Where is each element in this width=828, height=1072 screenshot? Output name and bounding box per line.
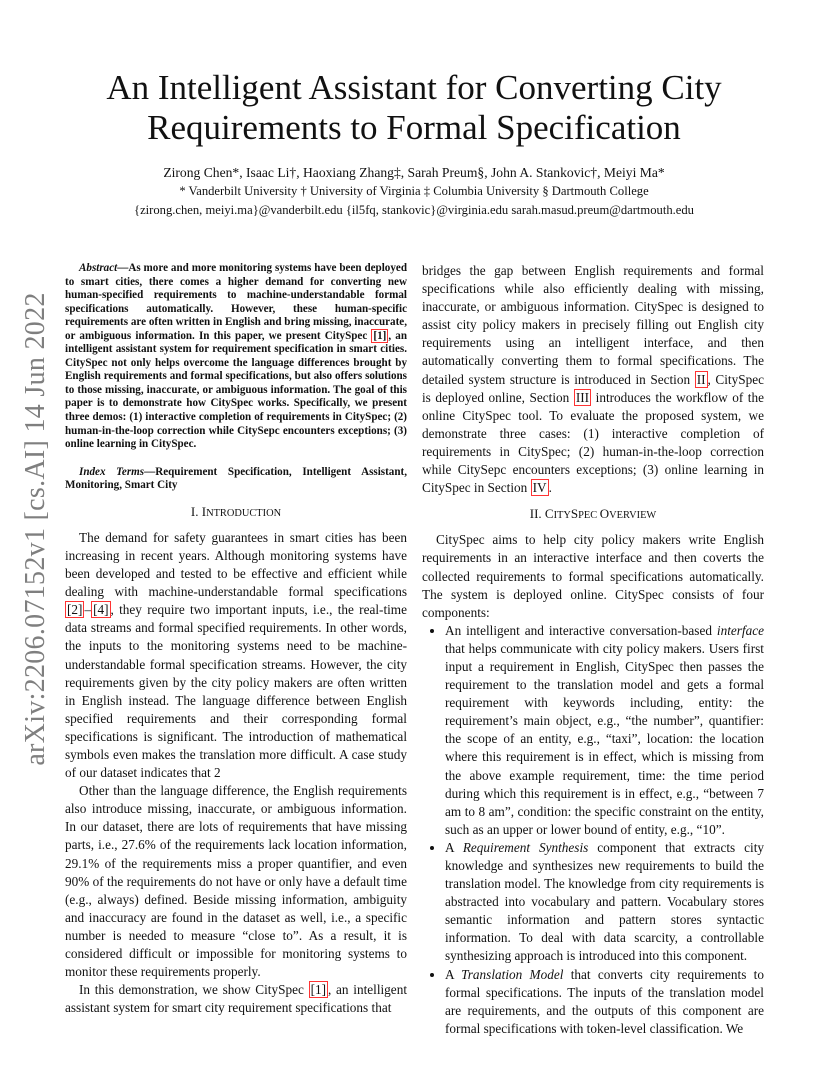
author-block: [64, 163, 764, 220]
intro-paragraph-3: [65, 981, 407, 1017]
text: , CitySpec is deployed online, Section: [422, 371, 764, 405]
emphasis: Translation Model: [461, 966, 564, 982]
section-letter: O: [599, 506, 610, 522]
text: introduces the workflow of the online CitySpec tool. To evaluate the proposed system, we demonstrate three cases: (1) interactive completion of requirements in CitySpec; (2) human-in-the-loop correction while CitySepc encounters exceptions; (3) online learning in CitySpec in Section: [422, 389, 764, 496]
text: component that extracts city knowledge and synthesizes new requirements to build the translation model. The knowledge from city requirements is abstracted into vocabulary and pattern. Vocabulary stores semantic information and pattern stores syntactic information. To deal with data scarcity, a controllable synthesizing approach is introduced into this component.: [445, 839, 764, 964]
right-column: [422, 262, 764, 1038]
section-link[interactable]: II: [696, 371, 706, 387]
abstract-label: Abstract: [79, 262, 118, 274]
index-terms: [65, 466, 407, 493]
title-line-1: An Intelligent Assistant for Converting City: [106, 68, 722, 107]
section-title-rest: NTRODUCTION: [206, 507, 282, 519]
text: A: [445, 966, 462, 982]
intro-paragraph-2: Other than the language difference, the English requirements also introduce missing, inaccurate, or ambiguous information. In our dataset, there are lots of requirements that have missing parts, i.e., 27.6% of the requirements lack location information, 29.1% of the requirements miss a proper quantifier, and even 90% of the requirements do not have or only have a default time (e.g., always) defined. Beside missing information, ambiguity and inaccuracy are found in the dataset as well, i.e., a specific number is needed to measure “close to”. As a result, it is considered difficult or impossible for monitoring systems to monitor these requirements properly.: [65, 783, 407, 980]
arxiv-id: arXiv:2206.07152v1 [cs.AI] 14 Jun 2022: [20, 291, 51, 766]
arxiv-stamp: [10, 291, 62, 766]
text: A: [445, 839, 463, 855]
text: –: [84, 602, 92, 618]
text: .: [548, 480, 552, 496]
text: bridges the gap between English requirements and formal specifications while also efficiently dealing with missing, inaccurate, or ambiguous information. CitySpec is designed to assist city policy makers in precisely filling out English city requirements using an intelligent interface, and then automatically converting them to formal specifications. The detailed system structure is introduced in Section: [422, 263, 764, 387]
section-number: II.: [529, 506, 545, 522]
intro-paragraph-1: [65, 529, 407, 782]
text: , an intelligent assistant system for smart city requirement specifications that: [65, 982, 407, 1016]
section-link[interactable]: IV: [532, 480, 547, 496]
section-number: I.: [190, 503, 202, 519]
section-heading-overview: [422, 505, 764, 525]
section-title-part: PEC: [578, 510, 600, 522]
citation-link[interactable]: [1]: [373, 329, 387, 342]
text: , they require two important inputs, i.e., the real-time data streams and formal specified requirements. In other words, the inputs to the monitoring systems need to be machine-understandable formal specification streams. However, the city requirements given by the city policy makers are often written in English instead. The language difference between English specified requirements and their corresponding formal specifications is significant. The introduction of mathematical symbols even makes the translation more difficult. A case study of our dataset indicates that 2: [65, 602, 407, 781]
text: that converts city requirements to formal specifications. The inputs of the translation model are requirements, and the outputs of this component are formal specifications with token-level classification. We: [445, 966, 764, 1036]
section-title-part: ITY: [553, 510, 571, 522]
index-terms-text: —Requirement Specification, Intelligent Assistant, Monitoring, Smart City: [65, 465, 407, 492]
text: The demand for safety guarantees in smart cities has been increasing in recent years. Although monitoring systems have been developed and tested to be effective and efficient while dealing with machine-understandable formal specifications: [65, 529, 407, 600]
list-item: [445, 622, 764, 839]
section-heading-introduction: [65, 503, 407, 523]
abstract-text-2: , an intelligent assistant system for requirement specification in smart cities. CitySpec not only helps overcome the language differences brought by English requirements and formal specifications, but also offers solutions to those missing, inaccurate, or ambiguous information. The goal of this paper is to demonstrate how CitySpec works. Specifically, we present three demos: (1) interactive completion of requirements in CitySpec; (2) human-in-the-loop correction while CitySepc encounters exceptions; (3) online learning in CitySpec.: [65, 329, 407, 451]
text: An intelligent and interactive conversation-based: [445, 622, 717, 638]
section-letter: C: [544, 506, 554, 522]
section-letter: S: [570, 506, 579, 522]
left-column: [65, 262, 407, 1017]
affiliations-line: * Vanderbilt University † University of Virginia ‡ Columbia University § Dartmouth College: [179, 184, 649, 198]
index-terms-label: Index Terms: [79, 465, 145, 478]
authors-line: Zirong Chen*, Isaac Li†, Haoxiang Zhang‡, Sarah Preum§, John A. Stankovic†, Meiyi Ma*: [163, 165, 665, 180]
component-list: [422, 622, 764, 1038]
abstract-text-1: —As more and more monitoring systems have been deployed to smart cities, there comes a higher demand for converting new human-specified requirements to machine-understandable formal specifications automatically. However, these human-specific requirements are often written in English and bring missing, inaccurate, or ambiguous information. In this paper, we present CitySpec: [65, 262, 407, 342]
list-item: [445, 839, 764, 966]
emails-line: {zirong.chen, meiyi.ma}@vanderbilt.edu {il5fq, stankovic}@virginia.edu sarah.masud.preum@dartmouth.edu: [134, 203, 694, 217]
right-paragraph-1: [422, 262, 764, 497]
section-link[interactable]: III: [575, 389, 590, 405]
citation-link[interactable]: [1]: [310, 982, 327, 998]
citation-link[interactable]: [2]: [67, 602, 83, 618]
title-line-2: Requirements to Formal Specification: [147, 108, 681, 147]
citation-link[interactable]: [4]: [93, 602, 109, 618]
overview-paragraph: CitySpec aims to help city policy makers write English requirements in an interactive interface and then coverts the collected requirements to formal specifications automatically. The system is deployed online. CitySpec consists of four components:: [422, 532, 764, 620]
list-item: [445, 966, 764, 1038]
paper-title: [64, 68, 764, 148]
text: In this demonstration, we show CitySpec: [79, 982, 309, 998]
emphasis: Requirement Synthesis: [462, 839, 589, 855]
section-title-part: VERVIEW: [609, 510, 657, 522]
section-first-letter: I: [201, 503, 207, 519]
emphasis: interface: [716, 622, 764, 638]
abstract: [65, 262, 407, 452]
text: that helps communicate with city policy makers. Users first input a requirement in English, CitySpec then passes the requirement to the translation model and gets a formal requirement with keywords including, entity: the requirement’s main object, e.g., “the number”, quantifier: the scope of an entity, e.g., “taxi”, location: the location where this requirement is in effect, which is missing from the above example requirement, time: the time period during which this requirement is in effect, e.g., “between 7 am to 8 am”, condition: the specific constraint on the entity, such as an upper or lower bound of entity, e.g., “10”.: [445, 640, 764, 837]
